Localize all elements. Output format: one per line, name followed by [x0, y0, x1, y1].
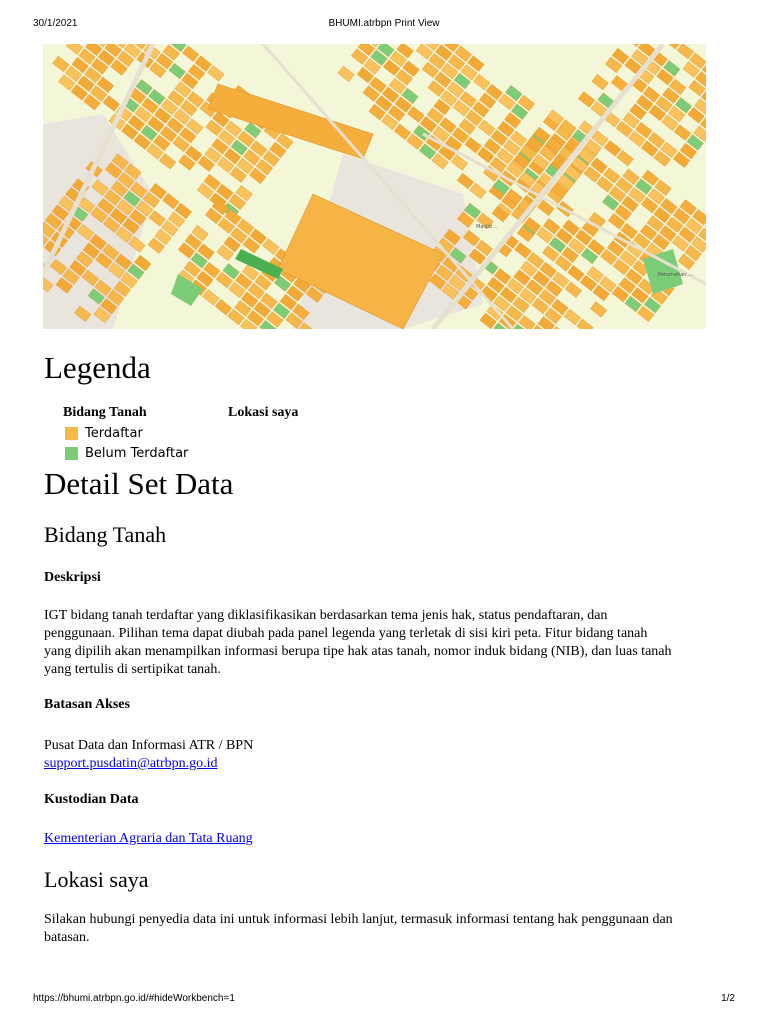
legend-title-bidang-tanah: Bidang Tanah [63, 405, 147, 420]
parcel[interactable] [465, 137, 482, 153]
parcel[interactable] [568, 265, 585, 281]
legend-item-belum-terdaftar [65, 445, 188, 461]
access-text: Pusat Data dan Informasi ATR / BPN [44, 738, 254, 753]
print-title: BHUMI.atrbpn Print View [328, 18, 440, 29]
parcel[interactable] [564, 309, 581, 325]
parcel-block [578, 44, 706, 176]
parcel[interactable] [592, 74, 609, 90]
parcel[interactable] [677, 44, 694, 59]
parcel[interactable] [53, 56, 70, 72]
description-heading: Deskripsi [44, 570, 101, 585]
parcel[interactable] [162, 193, 179, 209]
page-number: 1/2 [721, 993, 735, 1004]
parcel[interactable] [457, 173, 474, 189]
parcel[interactable] [577, 319, 594, 329]
parcel[interactable] [478, 120, 495, 136]
parcel[interactable] [182, 46, 199, 62]
access-email-row [44, 755, 734, 773]
parcel[interactable] [159, 153, 176, 169]
parcel[interactable] [473, 74, 490, 90]
access-email-link[interactable]: support.pusdatin@atrbpn.go.id [44, 756, 218, 771]
legend-heading: Legenda [44, 350, 151, 385]
access-heading: Batasan Akses [44, 697, 130, 712]
legend-item-label: Terdaftar [85, 425, 143, 441]
parcel[interactable] [604, 141, 621, 157]
parcel[interactable] [408, 107, 425, 123]
description-line: IGT bidang tanah terdaftar yang diklasifikasikan berdasarkan tema jenis hak, status pendaftaran, dan [44, 608, 608, 623]
detail-heading: Detail Set Data [44, 466, 234, 501]
parcel[interactable] [617, 150, 634, 166]
custodian-heading: Kustodian Data [44, 792, 139, 807]
description-line: penggunaan. Pilihan tema dapat diubah pada panel legenda yang terletak di sisi kiri peta. Fitur bidang tanah [44, 626, 648, 641]
swatch-unregistered-icon [65, 447, 78, 460]
parcel[interactable] [590, 302, 607, 318]
parcel[interactable] [674, 125, 691, 141]
parcel[interactable] [208, 66, 225, 82]
description-line: yang dipilih akan menampilkan informasi berupa tipe hak atas tanah, nomor induk bidang (NIB), dan luas tanah [44, 644, 672, 659]
custodian-row [44, 830, 734, 848]
parcel[interactable] [149, 211, 166, 227]
location-text-line: Silakan hubungi penyedia data ini untuk informasi lebih lanjut, termasuk informasi tentang hak penggunaan dan [44, 912, 673, 927]
map-place-label: Masjid ... [476, 224, 499, 230]
parcel[interactable] [103, 96, 120, 112]
parcel[interactable] [66, 44, 83, 55]
description-line: yang tertulis di sertipikat tanah. [44, 662, 221, 677]
map-view[interactable] [43, 44, 706, 329]
map-place-label: Perumahan ... [658, 272, 693, 278]
parcel[interactable] [565, 282, 582, 298]
legend-item-terdaftar [65, 425, 143, 441]
custodian-link[interactable]: Kementerian Agraria dan Tata Ruang [44, 831, 253, 846]
section-heading-lokasi-saya: Lokasi saya [44, 867, 149, 892]
parcel[interactable] [263, 239, 280, 255]
location-text-line: batasan. [44, 930, 90, 945]
parcel[interactable] [215, 299, 232, 315]
parcel[interactable] [203, 290, 220, 306]
parcel[interactable] [470, 183, 487, 199]
parcel[interactable] [169, 63, 186, 79]
swatch-registered-icon [65, 427, 78, 440]
legend-title-lokasi-saya: Lokasi saya [228, 405, 299, 420]
map-canvas[interactable] [43, 44, 706, 329]
parcel[interactable] [515, 243, 532, 259]
legend-item-label: Belum Terdaftar [85, 445, 189, 461]
parcel[interactable] [394, 124, 411, 140]
parcel[interactable] [338, 66, 355, 82]
section-heading-bidang-tanah: Bidang Tanah [44, 522, 167, 547]
parcel[interactable] [578, 92, 595, 108]
print-date: 30/1/2021 [33, 18, 78, 29]
print-header [0, 18, 768, 32]
print-url: https://bhumi.atrbpn.go.id/#hideWorkbench=1 [33, 993, 235, 1004]
